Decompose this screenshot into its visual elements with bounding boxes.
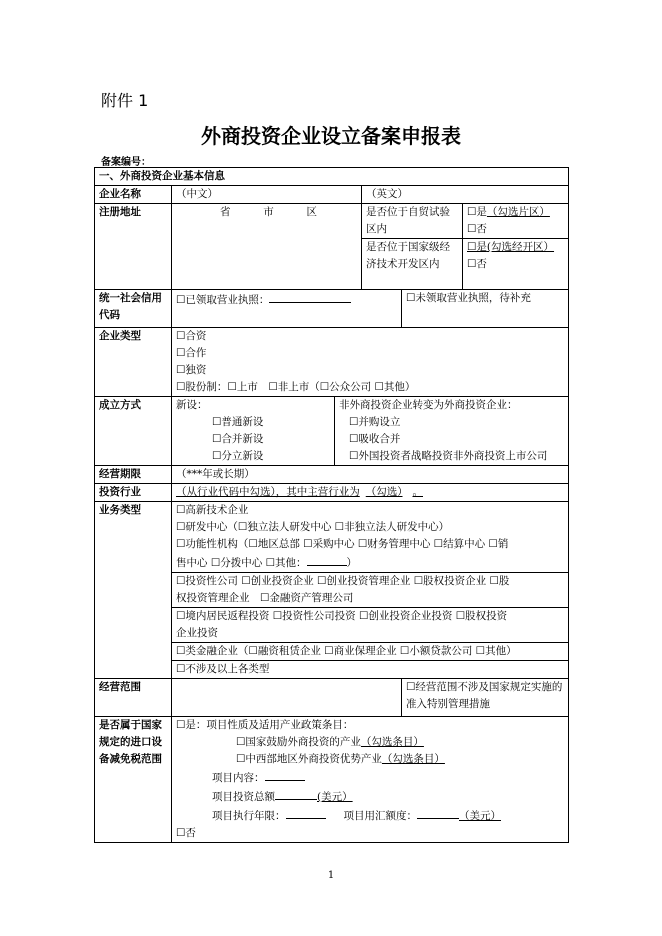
license-received-checkbox[interactable]: ☐已领取营业执照： [176, 294, 270, 306]
license-number-blank[interactable] [269, 290, 351, 303]
filing-form-table [94, 167, 569, 843]
merger-new-checkbox[interactable]: ☐合并新设 [212, 433, 264, 445]
quasi-finance-checkbox[interactable]: ☐类金融企业（☐融资租赁企业 ☐商业保理企业 ☐小额贷款公司 ☐其他） [172, 642, 568, 660]
address-label: 注册地址 [95, 204, 172, 290]
devzone-yes-checkbox[interactable]: ☐是 [467, 241, 487, 253]
investment-company-checkbox[interactable]: ☐投资性公司 ☐创业投资企业 ☐创业投资管理企业 ☐股权投资企业 ☐股 [172, 572, 568, 590]
project-total-label: 项目投资总额 [212, 791, 275, 803]
import-exempt-options[interactable] [172, 717, 569, 843]
strategic-investment-checkbox[interactable]: ☐外国投资者战略投资非外商投资上市公司 [349, 450, 548, 462]
domestic-return-cont[interactable]: 企业投资 [176, 627, 218, 639]
import-exempt-yes-checkbox[interactable]: ☐是：项目性质及适用产业政策条目： [176, 719, 354, 731]
business-type-options[interactable] [172, 502, 569, 679]
district-label: 区 [306, 206, 317, 218]
credit-code-label: 统一社会信用代码 [95, 290, 172, 328]
enterprise-type-label: 企业类型 [95, 328, 172, 397]
new-establish-options[interactable] [172, 397, 335, 466]
type-sole-checkbox[interactable]: ☐独资 [176, 364, 207, 376]
project-forex-unit: （美元） [459, 810, 501, 822]
type-jv-checkbox[interactable]: ☐合资 [176, 330, 207, 342]
split-new-checkbox[interactable]: ☐分立新设 [212, 450, 264, 462]
absorption-checkbox[interactable]: ☐吸收合并 [349, 433, 401, 445]
project-total-unit: (美元） [317, 791, 353, 803]
page-number: 1 [327, 870, 335, 881]
province-label: 省 [220, 206, 231, 218]
midwest-industry-hint: （勾选条目） [381, 753, 445, 765]
midwest-industry-checkbox[interactable]: ☐中西部地区外商投资优势产业 [236, 753, 382, 765]
project-forex-label: 项目用汇额度： [343, 810, 417, 822]
industry-period: 。 [412, 486, 423, 498]
main-industry-blank[interactable]: （勾选） [365, 486, 403, 498]
encourage-industry-option[interactable] [176, 734, 564, 751]
attachment-label: 附件 1 [101, 91, 149, 110]
functional-org-checkbox[interactable]: ☐功能性机构（☐地区总部 ☐采购中心 ☐财务管理中心 ☐结算中心 ☐销 [176, 538, 509, 550]
city-label: 市 [263, 206, 274, 218]
project-forex-blank[interactable] [417, 806, 459, 819]
project-content-label: 项目内容： [212, 772, 265, 784]
industry-field[interactable] [172, 484, 569, 502]
term-field[interactable]: （***年或长期） [172, 466, 569, 484]
ftz-yes-checkbox[interactable]: ☐是 [467, 206, 487, 218]
license-not-received-checkbox[interactable]: ☐未领取营业执照，待补充 [402, 290, 569, 328]
investment-company-cont[interactable]: 权投资管理企业 ☐金融资产管理公司 [176, 592, 354, 604]
industry-code-text: （从行业代码中勾选），其中主营行业为 [176, 486, 360, 498]
project-total-blank[interactable] [275, 787, 317, 800]
hightech-checkbox[interactable]: ☐高新技术企业 [176, 504, 249, 516]
encourage-industry-hint: （勾选条目） [360, 736, 424, 748]
record-number-label: 备案编号： [101, 157, 151, 168]
devzone-question: 是否位于国家级经济技术开发区内 [362, 239, 463, 290]
license-received-field[interactable] [172, 290, 402, 328]
type-coop-checkbox[interactable]: ☐合作 [176, 347, 207, 359]
project-years-row[interactable] [176, 806, 564, 825]
address-field[interactable] [172, 204, 362, 290]
normal-new-checkbox[interactable]: ☐普通新设 [212, 416, 264, 428]
company-name-en-field[interactable]: （英文） [362, 186, 569, 204]
convert-options[interactable] [335, 397, 569, 466]
devzone-no-checkbox[interactable]: ☐否 [467, 258, 487, 270]
establish-method-label: 成立方式 [95, 397, 172, 466]
scope-label: 经营范围 [95, 679, 172, 717]
devzone-yes-hint: (勾选经开区） [486, 241, 555, 253]
functional-org-cont[interactable]: 售中心 ☐分拨中心 ☐其他： ） [176, 553, 564, 572]
project-years-blank[interactable] [286, 806, 326, 819]
ftz-yes-hint: （勾选片区） [486, 206, 550, 218]
ftz-question: 是否位于自贸试验区内 [362, 204, 463, 239]
term-label: 经营期限 [95, 466, 172, 484]
new-establish-label: 新设： [176, 399, 208, 411]
project-content-blank[interactable] [265, 768, 305, 781]
convert-label: 非外商投资企业转变为外商投资企业： [339, 399, 518, 411]
acquisition-checkbox[interactable]: ☐并购设立 [349, 416, 401, 428]
industry-label: 投资行业 [95, 484, 172, 502]
ftz-no-checkbox[interactable]: ☐否 [467, 223, 487, 235]
project-content-row[interactable] [176, 768, 564, 787]
page-title: 外商投资企业设立备案申报表 [201, 124, 461, 148]
business-type-label: 业务类型 [95, 502, 172, 679]
encourage-industry-checkbox[interactable]: ☐国家鼓励外商投资的产业 [236, 736, 361, 748]
functional-other-blank[interactable] [307, 553, 347, 566]
scope-special-measures-checkbox[interactable]: ☐经营范围不涉及国家规定实施的准入特别管理措施 [402, 679, 569, 717]
none-of-above-checkbox[interactable]: ☐不涉及以上各类型 [172, 660, 568, 678]
enterprise-type-options[interactable] [172, 328, 569, 397]
import-exempt-label: 是否属于国家规定的进口设备减免税范围 [95, 717, 172, 843]
devzone-options[interactable] [463, 239, 569, 290]
company-name-label: 企业名称 [95, 186, 172, 204]
scope-field[interactable] [172, 679, 402, 717]
company-name-cn-field[interactable]: （中文） [172, 186, 362, 204]
import-exempt-no-checkbox[interactable]: ☐否 [176, 827, 196, 839]
domestic-return-checkbox[interactable]: ☐境内居民返程投资 ☐投资性公司投资 ☐创业投资企业投资 ☐股权投资 [172, 607, 568, 625]
project-total-row[interactable] [176, 787, 564, 806]
type-joint-stock-checkbox[interactable]: ☐股份制：☐上市 ☐非上市（☐公众公司 ☐其他） [176, 381, 416, 393]
ftz-options[interactable] [463, 204, 569, 239]
project-years-label: 项目执行年限： [212, 810, 286, 822]
midwest-industry-option[interactable] [176, 751, 564, 768]
rd-center-checkbox[interactable]: ☐研发中心（☐独立法人研发中心 ☐非独立法人研发中心） [176, 521, 450, 533]
section-heading: 一、外商投资企业基本信息 [95, 168, 569, 186]
